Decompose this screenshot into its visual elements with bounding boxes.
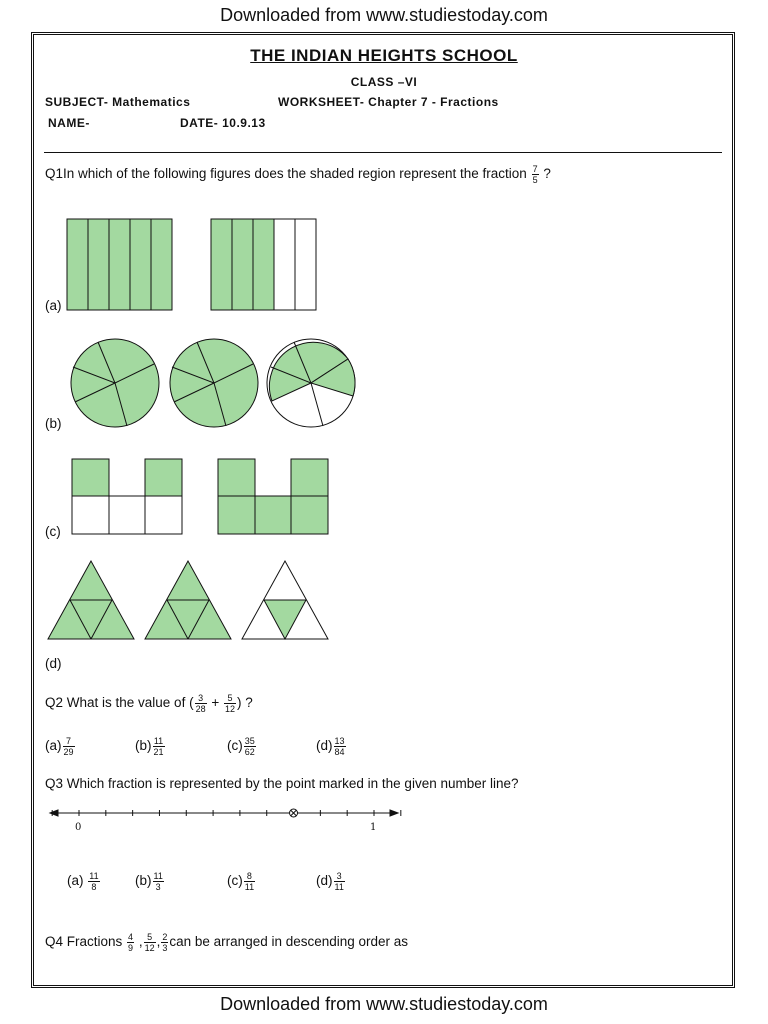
- q4-fraction-3: $\frac{2}{3}$: [162, 932, 168, 953]
- q2-option-a[interactable]: (a) $\frac{7}{29}$: [45, 736, 74, 757]
- subject-label: SUBJECT- Mathematics: [45, 95, 191, 109]
- tick-label-1: 1: [370, 822, 377, 833]
- q1-text: Q1In which of the following figures does the shaded region represent the fraction: [45, 166, 527, 182]
- q1-option-d-label: (d): [45, 656, 62, 671]
- q1-option-c-label: (c): [45, 524, 61, 539]
- q1-end: ?: [543, 166, 551, 182]
- tick-label-0: 0: [75, 822, 82, 833]
- q4-text: Q4 Fractions: [45, 934, 123, 950]
- bottom-banner: Downloaded from www.studiestoday.com: [220, 994, 548, 1014]
- q1-fraction: $\frac{7}{5}$: [532, 164, 538, 185]
- class-label: CLASS –VI: [350, 75, 418, 89]
- name-label: NAME-: [48, 116, 90, 130]
- q3-text: Q3 Which fraction is represented by the point marked in the given number line?: [45, 776, 519, 791]
- q1-option-a-label: (a): [45, 298, 62, 313]
- worksheet-label: WORKSHEET- Chapter 7 - Fractions: [278, 95, 499, 109]
- q3-option-a[interactable]: (a) $\frac{11}{8}$: [67, 871, 99, 892]
- q2-end: ) ?: [237, 695, 253, 711]
- right-arrow-icon: [390, 810, 398, 816]
- date-label: DATE- 10.9.13: [180, 116, 266, 130]
- q2-fraction-2: $\frac{5}{12}$: [225, 693, 236, 714]
- q2-plus: +: [211, 695, 220, 711]
- q3-option-b[interactable]: (b) $\frac{11}{3}$: [135, 871, 163, 892]
- q3-option-c[interactable]: (c) $\frac{8}{11}$: [227, 871, 255, 892]
- q2-text: Q2 What is the value of (: [45, 695, 194, 711]
- q4-fraction-1: $\frac{4}{9}$: [128, 932, 134, 953]
- q4-fraction-2: $\frac{5}{12}$: [144, 932, 155, 953]
- q2-option-b[interactable]: (b) $\frac{11}{21}$: [135, 736, 164, 757]
- q4-end: can be arranged in descending order as: [169, 934, 409, 950]
- school-title: THE INDIAN HEIGHTS SCHOOL: [250, 46, 518, 65]
- q2-option-d[interactable]: (d) $\frac{13}{84}$: [316, 736, 345, 757]
- left-arrow-icon: [50, 810, 58, 816]
- top-banner: Downloaded from www.studiestoday.com: [220, 5, 548, 25]
- q3-option-d[interactable]: (d) $\frac{3}{11}$: [316, 871, 344, 892]
- q4-question: Q4 Fractions $\frac{4}{9}$ , $\frac{5}{12}$ , $\frac{2}{3}$ can be arranged in descending order as: [45, 932, 409, 953]
- q2-option-c[interactable]: (c) $\frac{35}{62}$: [227, 736, 255, 757]
- q1-option-b-label: (b): [45, 416, 62, 431]
- q2-fraction-1: $\frac{3}{28}$: [195, 693, 206, 714]
